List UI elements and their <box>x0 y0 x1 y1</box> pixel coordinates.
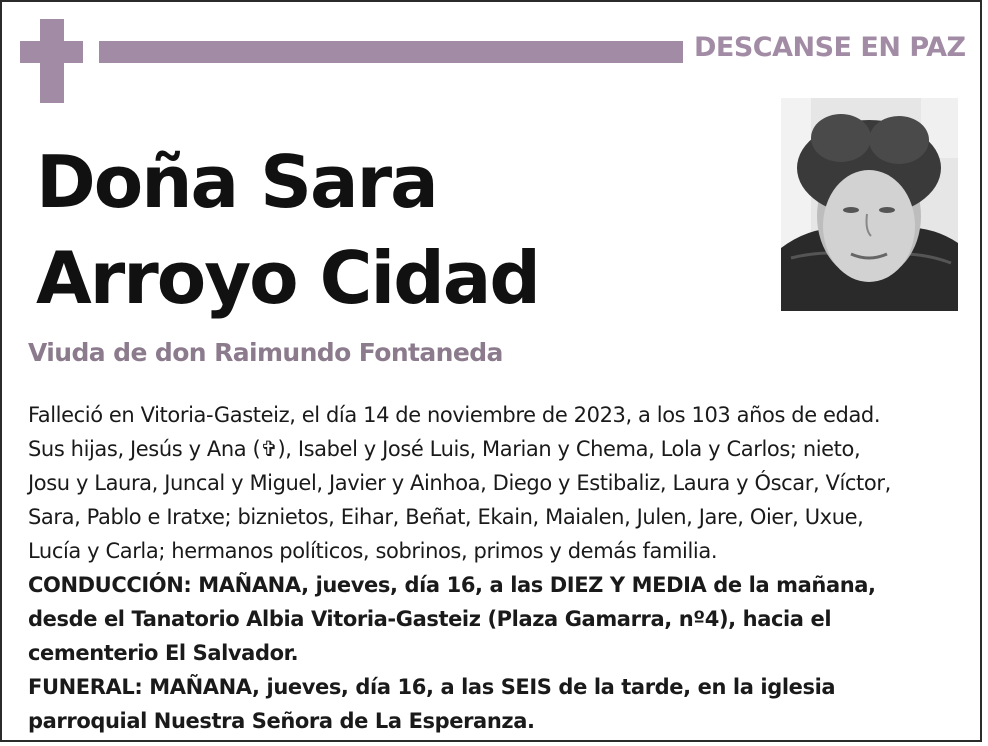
conduccion-line: CONDUCCIÓN: MAÑANA, jueves, día 16, a las DIEZ Y MEDIA de la mañana, <box>28 573 876 597</box>
name-line-2: Arroyo Cidad <box>36 236 539 320</box>
portrait-photo <box>781 98 958 311</box>
conduccion-line: desde el Tanatorio Albia Vitoria-Gasteiz (Plaza Gamarra, nº4), hacia el <box>28 607 832 631</box>
name-line-1: Doña Sara <box>36 140 437 224</box>
death-line: Falleció en Vitoria-Gasteiz, el día 14 de noviembre de 2023, a los 103 años de edad. <box>28 403 881 427</box>
family-line: Sus hijas, Jesús y Ana (✞), Isabel y José Luis, Marian y Chema, Lola y Carlos; nieto, <box>28 437 861 461</box>
cross-icon-horizontal <box>20 41 83 63</box>
family-line: Sara, Pablo e Iratxe; biznietos, Eihar, Beñat, Ekain, Maialen, Julen, Jare, Oier, Uxue, <box>28 505 864 529</box>
announcement-body <box>28 398 958 738</box>
portrait-icon <box>781 98 958 311</box>
family-line: Josu y Laura, Juncal y Miguel, Javier y Ainhoa, Diego y Estibaliz, Laura y Óscar, Víctor, <box>28 471 891 495</box>
funeral-line: parroquial Nuestra Señora de La Esperanza. <box>28 709 535 733</box>
header-rule <box>99 41 683 63</box>
headline: DESCANSE EN PAZ <box>694 32 966 63</box>
deceased-name <box>36 134 756 326</box>
conduccion-line: cementerio El Salvador. <box>28 641 299 665</box>
family-line: Lucía y Carla; hermanos políticos, sobrinos, primos y demás familia. <box>28 539 718 563</box>
funeral-line: FUNERAL: MAÑANA, jueves, día 16, a las SEIS de la tarde, en la iglesia <box>28 675 836 699</box>
subtitle: Viuda de don Raimundo Fontaneda <box>28 338 503 367</box>
